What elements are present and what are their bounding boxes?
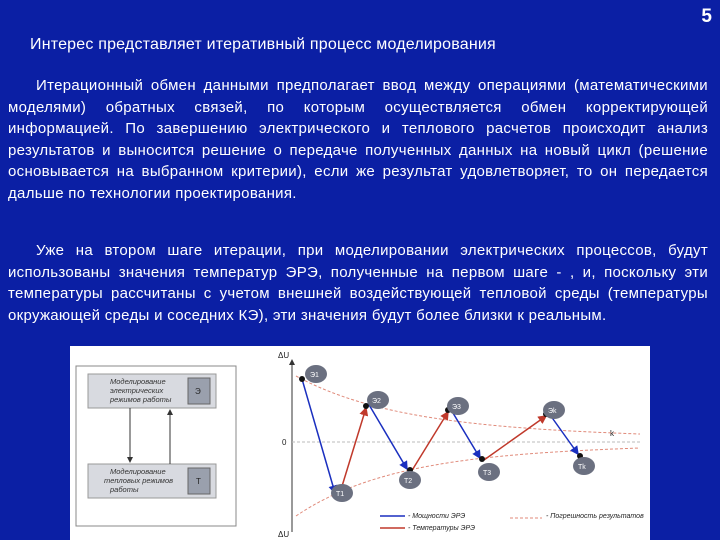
electric-block-line-3: режимов работы <box>110 395 172 404</box>
legend-temp: - Температуры ЭРЭ <box>408 525 476 532</box>
point-t1-label: T1 <box>336 491 345 498</box>
dot-t3 <box>479 456 485 462</box>
point-e3-label: Э3 <box>452 404 461 411</box>
axis-top-label: ΔU <box>278 351 290 360</box>
point-e2-label: Э2 <box>372 398 381 405</box>
power-line-3 <box>450 408 480 458</box>
iteration-diagram <box>70 346 650 540</box>
thermal-symbol: T <box>196 477 201 486</box>
power-line-1 <box>302 379 335 493</box>
temp-line-1 <box>339 408 366 496</box>
point-ek-label: Эk <box>548 408 557 415</box>
power-line-2 <box>368 403 407 469</box>
iteration-diagram-svg <box>70 346 650 540</box>
electric-block-line-1: Моделирование <box>110 377 166 386</box>
point-e1-label: Э1 <box>310 372 319 379</box>
page-number: 5 <box>701 6 712 27</box>
axis-bottom-label: ΔU <box>278 530 290 539</box>
paragraph-1: Итерационный обмен данными предполагает ввод между операциями (математическими моделями) обратных связей, по которым осуществляется обмен корректирующей информацией. По завершению электрического и теплового расчетов происходит анализ результатов и выносится решение о передаче полученных данных на новый цикл (решение основывается на выбранном критерии), если же результат удовлетворяет, то он передается дальше по технологии проектирования. <box>8 77 708 202</box>
paragraph-2: Уже на втором шаге итерации, при моделировании электрических процессов, будут использованы значения температур ЭРЭ, полученные на первом шаге - , и, поскольку эти температуры рассчитаны с учетом внешней воздействующей тепловой среды (температуры окружающей среды и соседних КЭ), эти значения будут более близки к реальным. <box>8 242 708 324</box>
slide-heading: Интерес представляет итеративный процесс моделирования <box>30 36 496 53</box>
legend-error: - Погрешность результатов <box>546 513 644 520</box>
zero-label: 0 <box>282 438 287 447</box>
dot-e1 <box>299 376 305 382</box>
thermal-block-line-3: работы <box>110 485 139 494</box>
thermal-block-line-2: тепловых режимов <box>104 476 174 485</box>
point-t3-label: T3 <box>483 470 492 477</box>
legend-power: - Мощности ЭРЭ <box>408 513 466 520</box>
point-tk-label: Tk <box>578 464 586 471</box>
k-label: k <box>610 429 614 438</box>
electric-block-line-2: электрических <box>110 386 164 395</box>
point-t2-label: T2 <box>404 478 413 485</box>
electric-symbol: Э <box>195 387 201 396</box>
thermal-block-line-1: Моделирование <box>110 467 166 476</box>
